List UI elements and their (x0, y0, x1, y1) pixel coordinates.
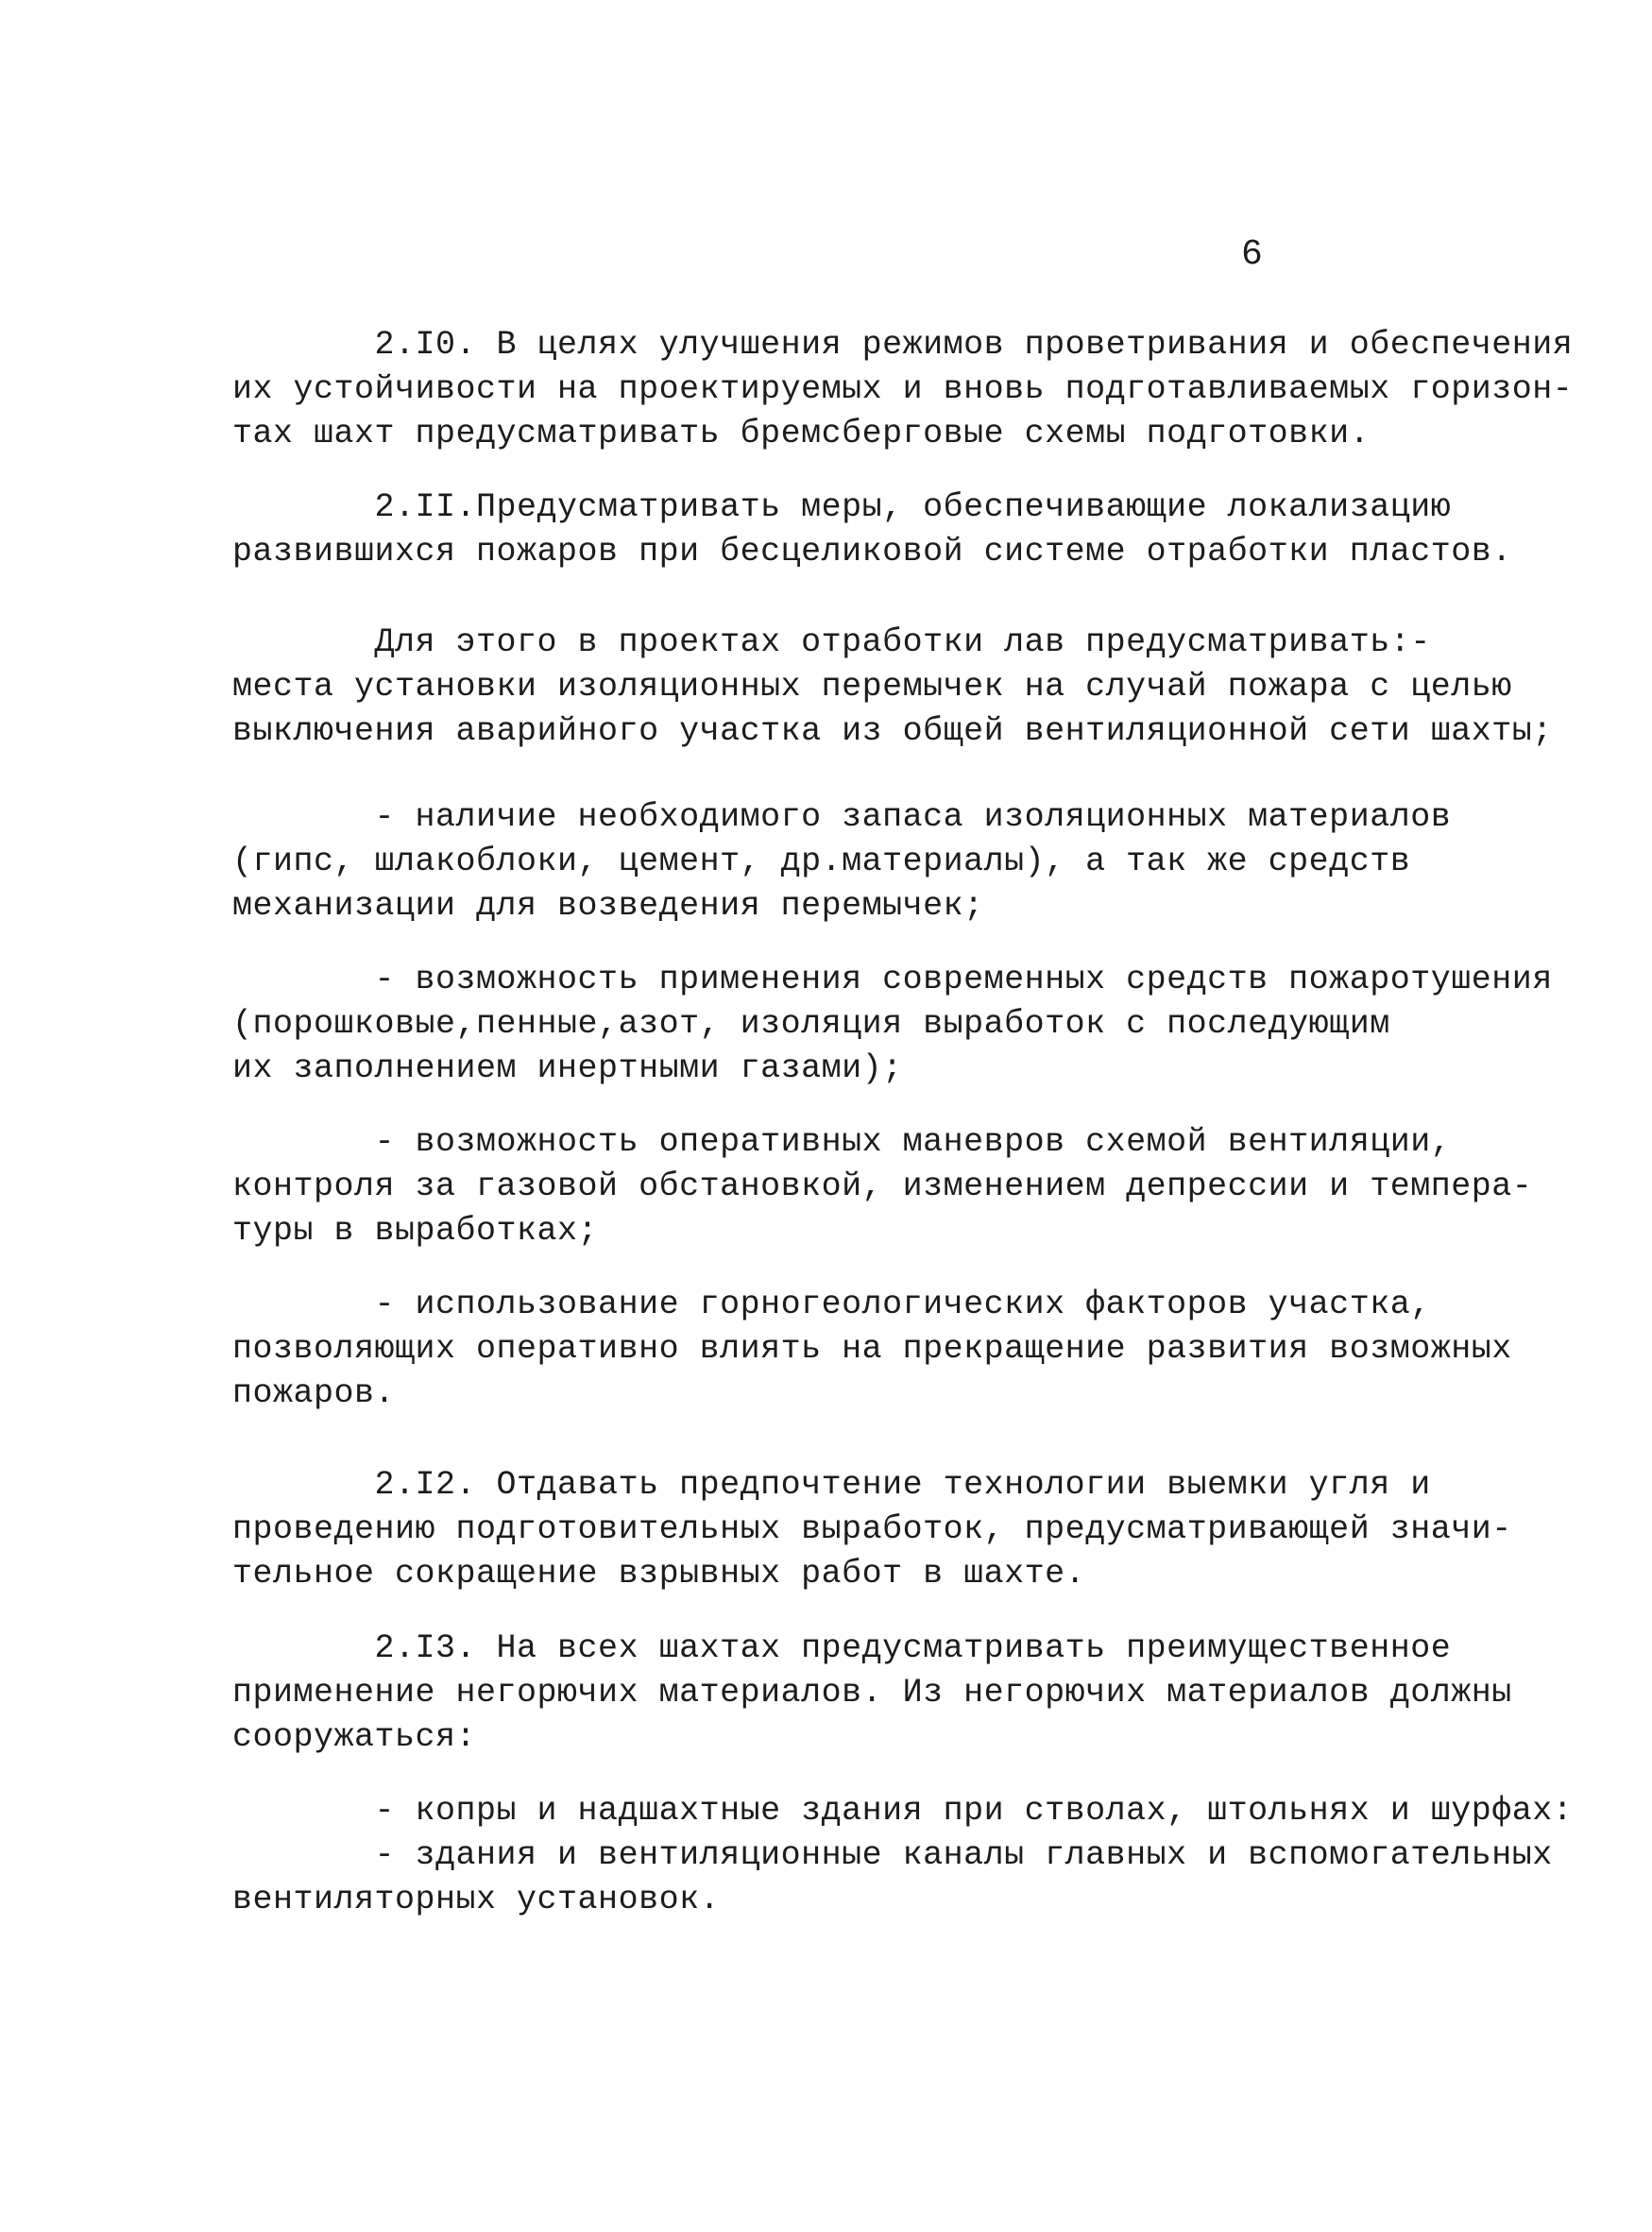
list-item-5-line-1: - копры и надшахтные здания при стволах, штольнях и шурфах: (232, 1792, 1574, 1830)
list-item-6-line-2: вентиляторных установок. (232, 1881, 721, 1918)
paragraph-2-13-line-1: 2.I3. На всех шахтах предусматривать преимущественное (232, 1629, 1452, 1667)
list-item-2-line-3: их заполнением инертными газами); (232, 1049, 903, 1087)
paragraph-intro-line-3: выключения аварийного участка из общей вентиляционной сети шахты; (232, 712, 1553, 750)
paragraph-2-12-line-2: проведению подготовительных выработок, предусматривающей значи- (232, 1510, 1512, 1548)
list-item-2-line-1: - возможность применения современных средств пожаротушения (232, 961, 1553, 998)
paragraph-2-11-line-1: 2.II.Предусматривать меры, обеспечивающие локализацию (232, 488, 1452, 526)
list-item-4-line-1: - использование горногеологических факторов участка, (232, 1286, 1431, 1323)
paragraph-2-12-line-1: 2.I2. Отдавать предпочтение технологии выемки угля и (232, 1466, 1431, 1504)
list-item-2-line-2: (порошковые,пенные,азот, изоляция выработок с последующим (232, 1005, 1390, 1043)
paragraph-2-10-line-2: их устойчивости на проектируемых и вновь подготавливаемых горизон- (232, 370, 1574, 408)
paragraph-intro-line-2: места установки изоляционных перемычек на случай пожара с целью (232, 668, 1512, 706)
list-item-4-line-2: позволяющих оперативно влиять на прекращение развития возможных (232, 1330, 1512, 1368)
list-item-3-line-2: контроля за газовой обстановкой, изменением депрессии и темпера- (232, 1167, 1533, 1205)
page-number: 6 (1241, 234, 1264, 275)
list-item-3-line-1: - возможность оперативных маневров схемой вентиляции, (232, 1123, 1452, 1161)
list-item-4-line-3: пожаров. (232, 1374, 396, 1412)
list-item-1-line-2: (гипс, шлакоблоки, цемент, др.материалы), а так же средств (232, 843, 1411, 880)
paragraph-2-13-line-2: применение негорючих материалов. Из негорючих материалов должны (232, 1674, 1512, 1712)
paragraph-2-10-line-3: тах шахт предусматривать бремсберговые схемы подготовки. (232, 415, 1371, 452)
paragraph-2-13-line-3: сооружаться: (232, 1718, 477, 1756)
paragraph-2-10-line-1: 2.I0. В целях улучшения режимов проветривания и обеспечения (232, 326, 1574, 364)
paragraph-intro-line-1: Для этого в проектах отработки лав предусматривать:- (232, 623, 1431, 661)
list-item-1-line-3: механизации для возведения перемычек; (232, 887, 984, 925)
paragraph-2-11-line-2: развившихся пожаров при бесцеликовой системе отработки пластов. (232, 533, 1512, 571)
list-item-6-line-1: - здания и вентиляционные каналы главных и вспомогательных (232, 1836, 1553, 1874)
paragraph-2-12-line-3: тельное сокращение взрывных работ в шахте. (232, 1555, 1086, 1593)
list-item-1-line-1: - наличие необходимого запаса изоляционных материалов (232, 798, 1452, 836)
list-item-3-line-3: туры в выработках; (232, 1212, 599, 1250)
